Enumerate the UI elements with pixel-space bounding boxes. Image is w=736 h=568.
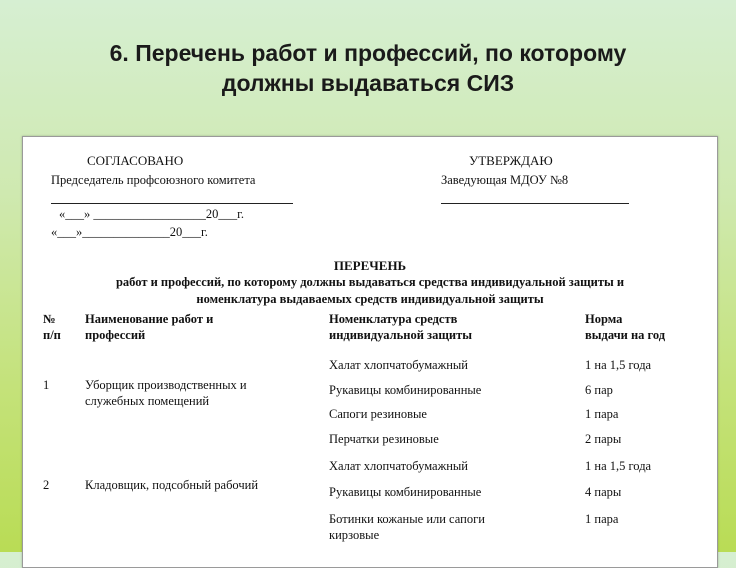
- row-2-work-name: Кладовщик, подсобный рабочий: [85, 478, 259, 492]
- row-1-item-4: Перчатки резиновые: [329, 432, 439, 446]
- approved-position: Заведующая МДОУ №8: [441, 173, 569, 187]
- row-1-norm-3: 1 пара: [585, 407, 619, 421]
- row-2-item-1: Халат хлопчатобумажный: [329, 459, 468, 473]
- row-2-item-3: [329, 511, 485, 543]
- agreed-date-line-2: «___»______________20___г.: [51, 225, 208, 239]
- list-subtitle-2: номенклатура выдаваемых средств индивидуальной защиты: [196, 292, 544, 306]
- row-2-norm-3: 1 пара: [585, 512, 619, 526]
- header-norm-line-2: выдачи на год: [585, 328, 666, 342]
- header-number-line-1: №: [43, 312, 56, 326]
- row-2-item-3-line-2: кирзовые: [329, 528, 380, 542]
- row-1-item-1: Халат хлопчатобумажный: [329, 358, 468, 372]
- document-page: [22, 136, 718, 568]
- approved-heading: УТВЕРЖДАЮ: [469, 153, 553, 168]
- row-2-norm-2: 4 пары: [585, 485, 622, 499]
- row-1-norm-2: 6 пар: [585, 383, 613, 397]
- row-2-norm-1: 1 на 1,5 года: [585, 459, 652, 473]
- slide-title-line-2: должны выдаваться СИЗ: [221, 70, 515, 96]
- header-ppe-items: [329, 311, 472, 343]
- row-1-item-2: Рукавицы комбинированные: [329, 383, 482, 397]
- agreed-position: Председатель профсоюзного комитета: [51, 173, 256, 187]
- row-1-work-name: [85, 377, 247, 409]
- list-title: ПЕРЕЧЕНЬ: [333, 258, 407, 273]
- header-number: [43, 311, 61, 343]
- row-1-item-3: Сапоги резиновые: [329, 407, 427, 421]
- row-1-work-name-line-2: служебных помещений: [85, 394, 210, 408]
- slide-title-line-1: 6. Перечень работ и профессий, по которому: [109, 40, 627, 66]
- header-work-name: [85, 311, 213, 343]
- agreed-heading: СОГЛАСОВАНО: [87, 153, 184, 168]
- header-ppe-items-line-2: индивидуальной защиты: [329, 328, 472, 342]
- header-ppe-items-line-1: Номенклатура средств: [329, 312, 458, 326]
- header-work-name-line-2: профессий: [85, 328, 146, 342]
- header-norm-line-1: Норма: [585, 312, 623, 326]
- row-2-item-3-line-1: Ботинки кожаные или сапоги: [329, 512, 485, 526]
- header-norm: [585, 311, 665, 343]
- approved-signature-line: [441, 203, 629, 204]
- header-work-name-line-1: Наименование работ и: [85, 312, 214, 326]
- row-1-number: 1: [43, 378, 50, 392]
- list-subtitle-1: работ и профессий, по которому должны выдаваться средства индивидуальной защиты и: [115, 275, 625, 289]
- header-number-line-2: п/п: [43, 328, 61, 342]
- row-2-number: 2: [43, 478, 50, 492]
- row-1-norm-4: 2 пары: [585, 432, 622, 446]
- row-1-work-name-line-1: Уборщик производственных и: [85, 378, 247, 392]
- agreed-date-line-1: «___» __________________20___г.: [59, 207, 244, 221]
- agreed-signature-line: [51, 203, 293, 204]
- row-2-item-2: Рукавицы комбинированные: [329, 485, 482, 499]
- slide-title: [0, 38, 736, 98]
- row-1-norm-1: 1 на 1,5 года: [585, 358, 652, 372]
